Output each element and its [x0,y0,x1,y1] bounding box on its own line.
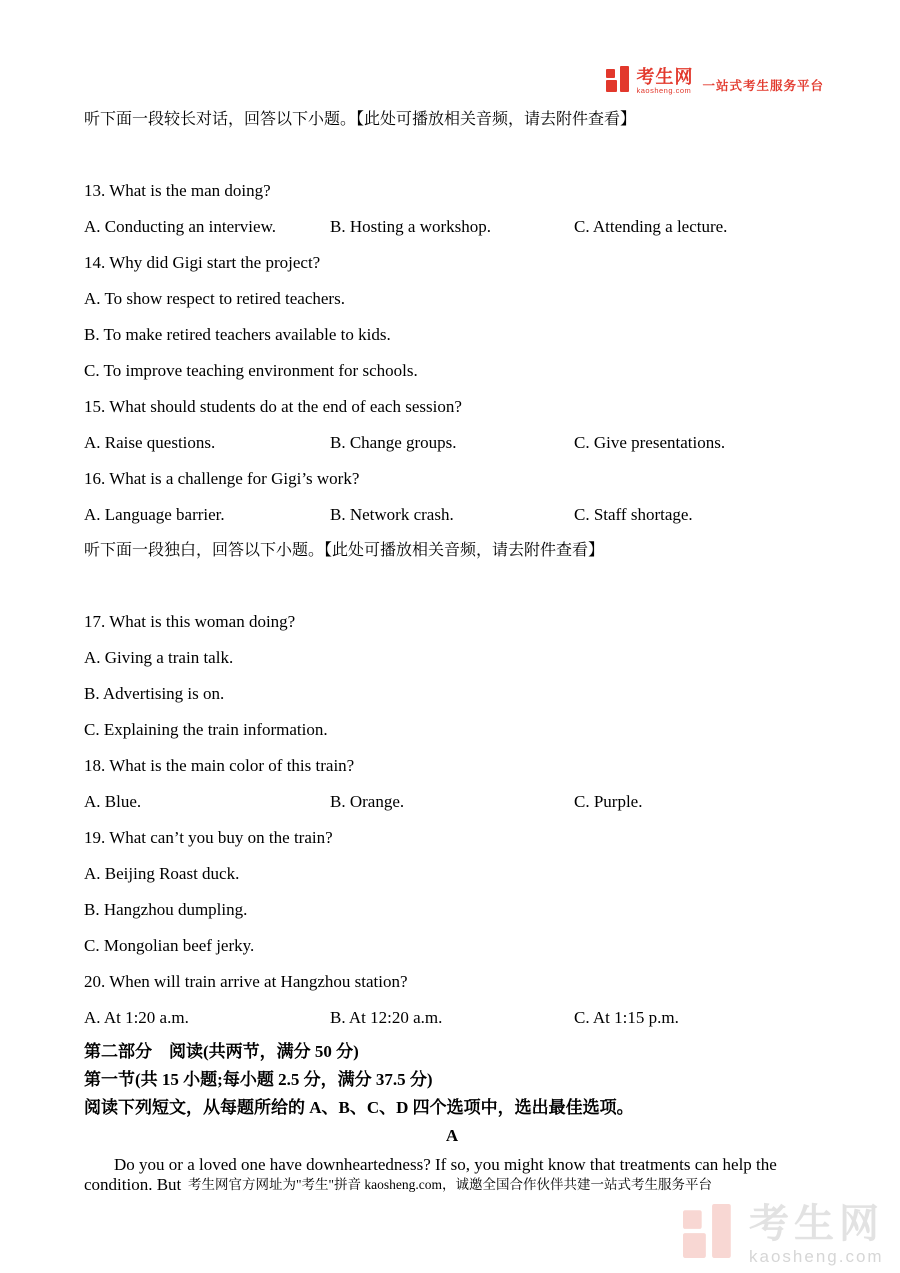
option-20-b: B. At 12:20 a.m. [330,1008,443,1027]
question-16-options [84,505,820,525]
option-19-a: A. Beijing Roast duck. [84,864,240,883]
option-17-b: B. Advertising is on. [84,684,225,703]
part2-instruction: 阅读下列短文，从每题所给的 A、B、C、D 四个选项中，选出最佳选项。 [84,1098,634,1117]
watermark-brand: 考生网 [749,1202,884,1246]
option-16-c: C. Staff shortage. [574,505,693,524]
option-16-b: B. Network crash. [330,505,454,524]
option-13-b: B. Hosting a workshop. [330,217,492,236]
question-13-options [84,217,820,237]
option-14-b: B. To make retired teachers available to kids. [84,325,391,344]
option-16-a: A. Language barrier. [84,505,225,524]
brand-name: 考生网 [636,67,694,88]
passage-label-a: A [445,1126,459,1145]
brand-tagline: 一站式考生服务平台 [702,79,824,93]
option-13-c: C. Attending a lecture. [574,217,728,236]
watermark [683,1204,884,1265]
question-13: 13. What is the man doing? [84,181,271,200]
watermark-domain: kaosheng.com [749,1247,884,1266]
listening-intro-dialog: 听下面一段较长对话，回答以下小题。【此处可播放相关音频，请去附件查看】 [84,111,637,128]
option-20-c: C. At 1:15 p.m. [574,1008,679,1027]
watermark-texts [749,1204,884,1265]
option-14-c: C. To improve teaching environment for schools. [84,361,418,380]
option-20-a: A. At 1:20 a.m. [84,1008,189,1027]
option-15-c: C. Give presentations. [574,433,726,452]
listening-intro-monologue: 听下面一段独白，回答以下小题。【此处可播放相关音频，请去附件查看】 [84,542,605,559]
kaosheng-watermark-icon [683,1204,737,1263]
footer-note: 考生网官方网址为"考生"拼音 kaosheng.com，诚邀全国合作伙伴共建一站式考生服务平台 [187,1177,712,1192]
question-15-options [84,433,820,453]
brand-texts [636,68,693,95]
option-17-a: A. Giving a train talk. [84,648,234,667]
option-18-a: A. Blue. [84,792,142,811]
option-14-a: A. To show respect to retired teachers. [84,289,345,308]
option-15-a: A. Raise questions. [84,433,216,452]
question-14: 14. Why did Gigi start the project? [84,253,321,272]
question-20-options [84,1008,820,1028]
option-18-b: B. Orange. [330,792,405,811]
question-19: 19. What can’t you buy on the train? [84,828,333,847]
question-16: 16. What is a challenge for Gigi’s work? [84,469,360,488]
kaosheng-logo-icon [606,66,632,97]
brand-domain: kaosheng.com [636,86,692,96]
question-18: 18. What is the main color of this train? [84,756,355,775]
document-body [84,110,820,1195]
question-20: 20. When will train arrive at Hangzhou station? [84,972,408,991]
question-18-options [84,792,820,812]
question-15: 15. What should students do at the end of each session? [84,397,462,416]
question-17: 17. What is this woman doing? [84,612,296,631]
brand-lockup [606,66,693,97]
part2-section1-title: 第一节(共 15 小题;每小题 2.5 分，满分 37.5 分) [84,1070,433,1089]
passage-a-first-line: Do you or a loved one have downheartedness? If so, you might know that treatments can help the condition. But [84,1155,777,1194]
option-19-b: B. Hangzhou dumpling. [84,900,248,919]
option-18-c: C. Purple. [574,792,643,811]
header-brand [606,66,824,97]
part2-title: 第二部分 阅读(共两节，满分 50 分) [84,1042,359,1061]
option-15-b: B. Change groups. [330,433,457,452]
option-19-c: C. Mongolian beef jerky. [84,936,255,955]
option-17-c: C. Explaining the train information. [84,720,328,739]
option-13-a: A. Conducting an interview. [84,217,276,236]
